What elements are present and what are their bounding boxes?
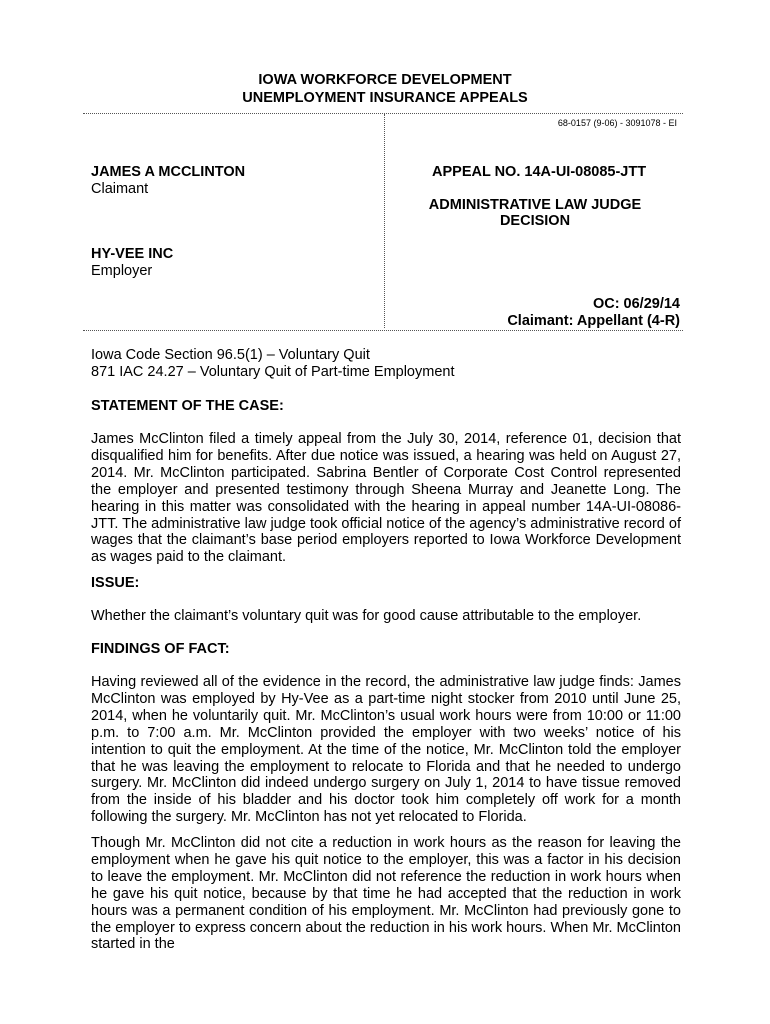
citation-line1: Iowa Code Section 96.5(1) – Voluntary Quit bbox=[91, 347, 370, 363]
issue-heading: ISSUE: bbox=[91, 575, 140, 591]
issue-paragraph: Whether the claimant’s voluntary quit was for good cause attributable to the employer. bbox=[91, 608, 642, 624]
form-number: 68-0157 (9-06) - 3091078 - EI bbox=[557, 118, 677, 128]
claimant-role: Claimant bbox=[91, 181, 149, 197]
claimant-name: JAMES A MCCLINTON bbox=[91, 164, 246, 180]
caption-rule bbox=[83, 330, 683, 331]
appeal-number: APPEAL NO. 14A-UI-08085-JTT bbox=[432, 164, 647, 180]
statement-heading: STATEMENT OF THE CASE: bbox=[91, 398, 284, 414]
employer-role: Employer bbox=[91, 263, 153, 279]
findings-paragraph-2: Though Mr. McClinton did not cite a reduction in work hours as the reason for leaving the employment when he gave his quit notice to the employer, this was a factor in his decision to leave the employment. Mr. McClinton did not reference the reduction in work hours when he gave his quit notice, because by that time he had accepted that the reduction in work hours was a permanent condition of his employment. Mr. McClinton had previously gone to the employer to express concern about the reduction in his work hours. When Mr. McClinton started in the bbox=[91, 835, 681, 953]
employer-name: HY-VEE INC bbox=[91, 246, 174, 262]
agency-title: IOWA WORKFORCE DEVELOPMENT bbox=[258, 72, 512, 88]
oc-date: OC: 06/29/14 bbox=[592, 296, 680, 312]
findings-paragraph-1: Having reviewed all of the evidence in the record, the administrative law judge finds: James McClinton was employed by Hy-Vee as a part-time night stocker from 2010 until June 25, 2014, when he voluntarily quit. Mr. McClinton’s usual work hours were from 10:00 or 11:00 p.m. to 7:00 a.m. Mr. McClinton provided the employer with two weeks’ notice of his intention to quit the employment. At the time of the notice, Mr. McClinton told the employer that he was leaving the employment to relocate to Florida and that he needed to undergo surgery. Mr. McClinton did indeed undergo surgery on July 1, 2014 to have tissue removed from the inside of his bladder and his doctor took him completely off work for a month following the surgery. Mr. McClinton has not yet relocated to Florida. bbox=[91, 674, 681, 826]
decision-title-line2: DECISION bbox=[499, 213, 571, 229]
findings-heading: FINDINGS OF FACT: bbox=[91, 641, 230, 657]
claimant-status: Claimant: Appellant (4-R) bbox=[507, 313, 680, 329]
header-rule bbox=[83, 113, 683, 114]
decision-title-line1: ADMINISTRATIVE LAW JUDGE bbox=[428, 197, 642, 213]
division-title: UNEMPLOYMENT INSURANCE APPEALS bbox=[242, 90, 528, 106]
citation-line2: 871 IAC 24.27 – Voluntary Quit of Part-time Employment bbox=[91, 364, 455, 380]
caption-divider bbox=[384, 114, 385, 328]
statement-paragraph: James McClinton filed a timely appeal from the July 30, 2014, reference 01, decision that disqualified him for benefits. After due notice was issued, a hearing was held on August 27, 2014. Mr. McClinton participated. Sabrina Bentler of Corporate Cost Control represented the employer and presented testimony through Sheena Murray and Jeanette Long. The hearing in this matter was consolidated with the hearing in appeal number 14A-UI-08086-JTT. The administrative law judge took official notice of the agency’s administrative record of wages that the claimant’s base period employers reported to Iowa Workforce Development as wages paid to the claimant. bbox=[91, 431, 681, 566]
